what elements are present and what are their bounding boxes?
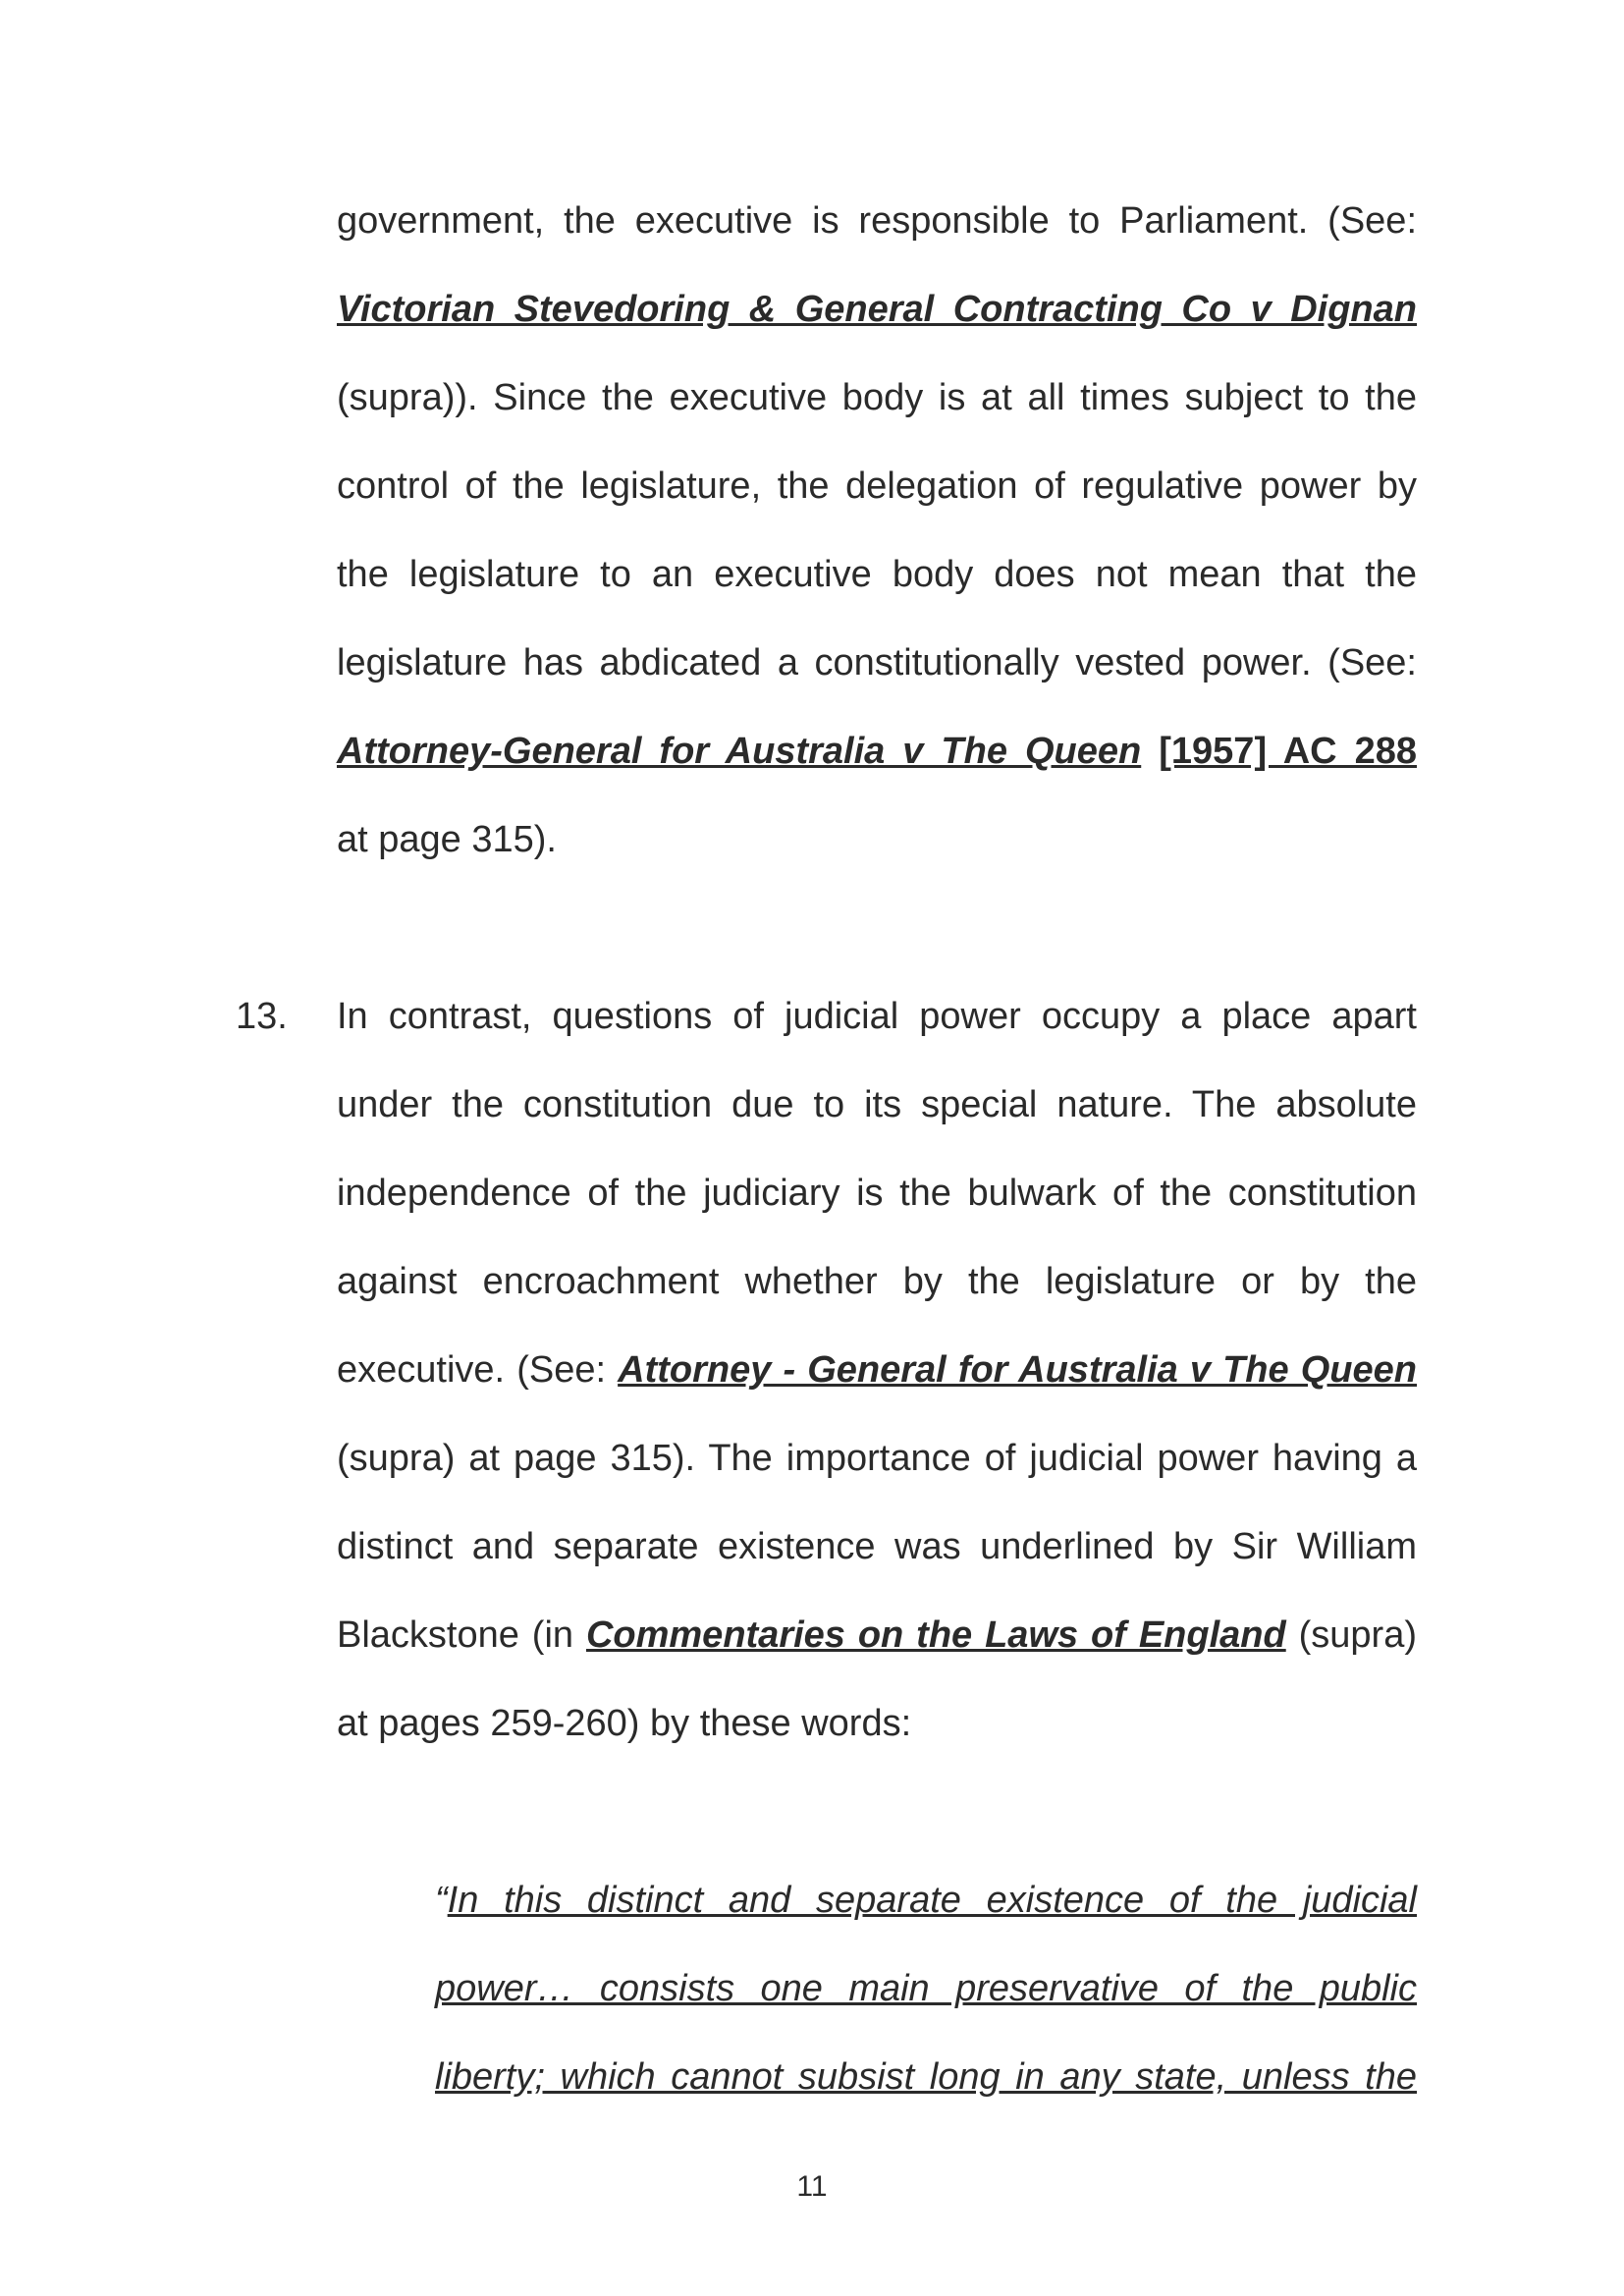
text-line: control of the legislature, the delegation of regulative power by xyxy=(337,465,1417,507)
text-line: at page 315). xyxy=(337,819,557,860)
quote-line xyxy=(435,1856,1417,1944)
text-line: the legislature to an executive body does not mean that the xyxy=(337,554,1417,595)
book-title: Commentaries on the Laws of England xyxy=(585,1614,1286,1656)
text-line: distinct and separate existence was underlined by Sir William xyxy=(337,1526,1417,1567)
quote-text: In this distinct and separate existence of the judicial xyxy=(447,1880,1417,1921)
text-line: at pages 259-260) by these words: xyxy=(337,1703,912,1744)
text-line: under the constitution due to its special nature. The absolute xyxy=(337,1084,1417,1125)
text-fragment: executive. (See: xyxy=(337,1349,619,1391)
case-name: Victorian Stevedoring & General Contracting Co v Dignan xyxy=(337,289,1417,330)
text-line: In contrast, questions of judicial power occupy a place apart xyxy=(337,996,1417,1037)
text-line: (supra) at page 315). The importance of judicial power having a xyxy=(337,1438,1417,1479)
text-line xyxy=(337,707,1417,795)
quote-text: power… consists one main preservative of the public xyxy=(435,1968,1417,2009)
case-name: Attorney-General for Australia v The Queen xyxy=(337,731,1142,772)
quote-mark: “ xyxy=(435,1880,448,1921)
text-line: (supra)). Since the executive body is at all times subject to the xyxy=(337,377,1417,418)
text-line xyxy=(337,265,1417,354)
paragraph-number: 13. xyxy=(236,996,288,1037)
case-citation: [1957] AC 288 xyxy=(1159,731,1417,772)
text-fragment: Blackstone (in xyxy=(337,1614,586,1656)
text-line: government, the executive is responsible to Parliament. (See: xyxy=(337,200,1417,242)
text-line: against encroachment whether by the legislature or by the xyxy=(337,1261,1417,1302)
text-line xyxy=(337,1326,1417,1414)
text-fragment: (supra) xyxy=(1285,1614,1417,1656)
quote-text: liberty; which cannot subsist long in any state, unless the xyxy=(435,2056,1417,2098)
text-line: independence of the judiciary is the bulwark of the constitution xyxy=(337,1173,1417,1214)
quote-line xyxy=(435,1944,1417,2033)
case-name: Attorney - General for Australia v The Queen xyxy=(618,1349,1417,1391)
page-number: 11 xyxy=(796,2170,828,2203)
text-line: legislature has abdicated a constitutionally vested power. (See: xyxy=(337,642,1417,683)
quote-line xyxy=(435,2033,1417,2121)
text-line xyxy=(337,1591,1417,1679)
